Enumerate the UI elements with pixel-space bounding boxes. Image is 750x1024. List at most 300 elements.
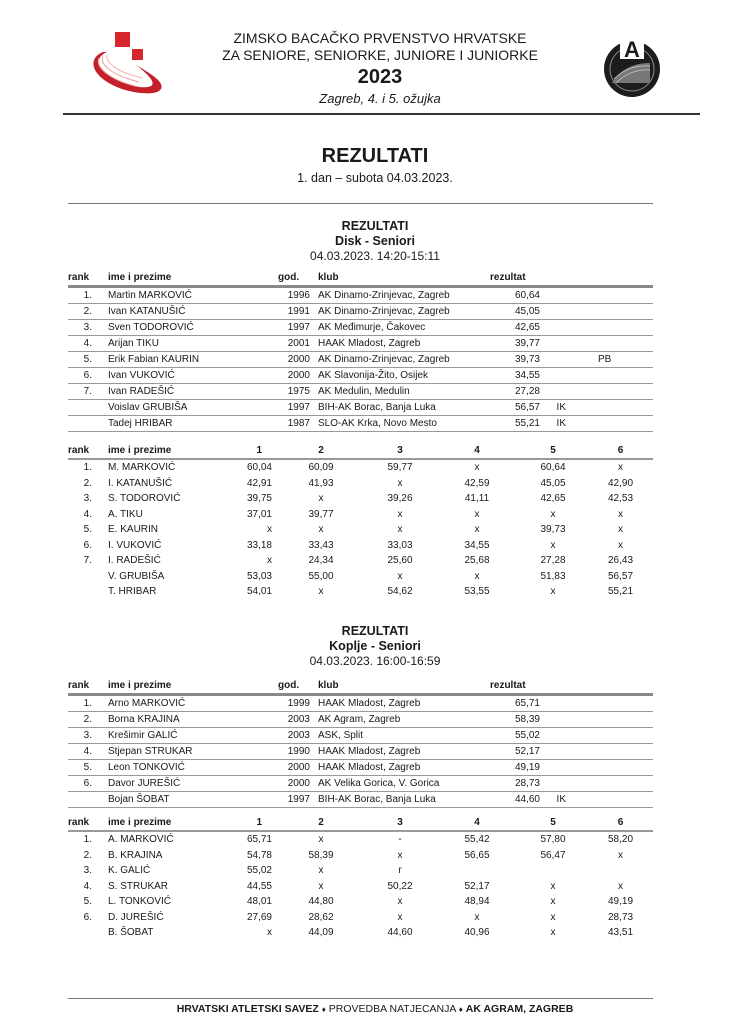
page-subtitle: 1. dan – subota 04.03.2023. <box>297 171 453 185</box>
athlete-name: Tadej HRIBAR <box>98 416 278 432</box>
athlete-name: K. GALIĆ <box>108 865 151 877</box>
birth-year: 2003 <box>278 712 310 728</box>
club-name: AK Slavonija-Žito, Osijek <box>310 368 490 384</box>
attempt-1-mark: 37,01 <box>246 508 272 520</box>
attempt-2-mark: x <box>318 865 324 877</box>
result-rank: 2. <box>68 304 98 320</box>
note-pb <box>580 320 653 336</box>
col-rank: rank <box>68 270 98 287</box>
attempts-row <box>68 584 653 600</box>
footer-organizer-label: PROVEDBA NATJECANJA <box>328 1003 456 1015</box>
note-pb <box>580 792 653 808</box>
result-mark: 52,17 <box>490 744 540 760</box>
athlete-name: Ivan VUKOVIĆ <box>98 368 278 384</box>
note-pb <box>580 695 653 712</box>
athlete-name: S. TODOROVIĆ <box>108 493 181 505</box>
attempt-rank <box>68 569 98 585</box>
result-row <box>68 416 653 432</box>
attempt-rank: 5. <box>83 896 92 908</box>
birth-year: 2001 <box>278 336 310 352</box>
note-pb <box>580 287 653 304</box>
attempt-4-mark: 55,42 <box>464 834 490 846</box>
athlete-name: B. ŠOBAT <box>108 927 154 939</box>
attempt-3-mark: x <box>397 896 403 908</box>
note-ik <box>540 384 580 400</box>
attempt-5-mark: x <box>550 586 556 598</box>
col-name: ime i prezime <box>98 815 208 831</box>
result-row <box>68 760 653 776</box>
event-discipline: Koplje - Seniori <box>329 639 421 653</box>
birth-year: 2000 <box>278 760 310 776</box>
attempt-rank: 4. <box>83 880 92 892</box>
attempts-row <box>68 925 653 941</box>
result-row <box>68 320 653 336</box>
col-attempt-1: 1 <box>208 815 278 831</box>
footer-federation: HRVATSKI ATLETSKI SAVEZ <box>176 1003 319 1015</box>
attempt-2-mark: 44,09 <box>308 927 334 939</box>
attempt-4-mark: 41,11 <box>464 493 490 505</box>
attempts-table-koplje <box>68 815 653 941</box>
attempt-1-mark: 48,01 <box>246 896 272 908</box>
athlete-name: I. VUKOVIĆ <box>108 539 162 551</box>
result-rank: 1. <box>68 695 98 712</box>
birth-year: 1975 <box>278 384 310 400</box>
athlete-name: I. RADEŠIĆ <box>108 555 161 567</box>
athlete-name: L. TONKOVIĆ <box>108 896 171 908</box>
birth-year: 1997 <box>278 320 310 336</box>
attempt-5-mark: 57,80 <box>540 834 566 846</box>
attempt-6-mark: x <box>618 508 623 520</box>
event-discipline: Disk - Seniori <box>335 234 415 248</box>
has-logo <box>85 28 180 98</box>
attempts-row <box>68 522 653 538</box>
col-attempt-5: 5 <box>518 815 588 831</box>
note-ik <box>540 320 580 336</box>
athlete-name: Arno MARKOVIĆ <box>98 695 278 712</box>
footer <box>0 1003 750 1015</box>
attempt-1-mark: x <box>267 524 272 536</box>
attempts-table-disk <box>68 443 653 600</box>
result-rank: 3. <box>68 320 98 336</box>
result-rank: 3. <box>68 728 98 744</box>
attempt-3-mark: x <box>397 849 403 861</box>
attempt-rank: 4. <box>83 508 92 520</box>
attempt-2-mark: x <box>318 880 324 892</box>
col-attempt-3: 3 <box>364 815 436 831</box>
attempt-3-mark: r <box>398 865 402 877</box>
athlete-name: Sven TODOROVIĆ <box>98 320 278 336</box>
attempt-5-mark: 39,73 <box>540 524 566 536</box>
col-rank: rank <box>68 678 98 695</box>
result-row <box>68 744 653 760</box>
attempt-4-mark: x <box>474 570 480 582</box>
attempt-1-mark: 44,55 <box>246 880 272 892</box>
note-ik <box>540 287 580 304</box>
result-mark: 42,65 <box>490 320 540 336</box>
col-attempt-6: 6 <box>588 443 653 459</box>
event-title-line2: ZA SENIORE, SENIORKE, JUNIORE I JUNIORKE <box>222 47 538 63</box>
attempt-3-mark: 39,26 <box>387 493 413 505</box>
attempts-row <box>68 569 653 585</box>
col-attempt-4: 4 <box>436 815 518 831</box>
col-attempt-6: 6 <box>588 815 653 831</box>
attempt-3-mark: x <box>397 508 403 520</box>
result-mark: 45,05 <box>490 304 540 320</box>
attempt-rank: 2. <box>83 849 92 861</box>
result-rank: 1. <box>68 287 98 304</box>
birth-year: 2000 <box>278 776 310 792</box>
athlete-name: T. HRIBAR <box>108 586 157 598</box>
attempt-4-mark: x <box>474 462 480 474</box>
attempt-3-mark: x <box>397 524 403 536</box>
attempt-2-mark: 24,34 <box>308 555 334 567</box>
result-row <box>68 695 653 712</box>
attempt-2-mark: x <box>318 524 324 536</box>
attempt-5-mark: x <box>550 896 556 908</box>
attempt-2-mark: 55,00 <box>308 570 334 582</box>
attempt-5-mark: 27,28 <box>540 555 566 567</box>
diamond-icon: ♦ <box>321 1005 326 1014</box>
birth-year: 1999 <box>278 695 310 712</box>
result-row <box>68 384 653 400</box>
attempts-row <box>68 848 653 864</box>
attempt-6-mark: x <box>618 462 623 474</box>
result-rank: 6. <box>68 368 98 384</box>
attempt-6-mark: 42,90 <box>607 477 634 489</box>
attempt-5-mark: 45,05 <box>540 477 566 489</box>
result-mark: 60,64 <box>490 287 540 304</box>
attempts-row <box>68 831 653 848</box>
attempt-rank: 1. <box>83 834 92 846</box>
note-pb <box>580 760 653 776</box>
club-name: AK Velika Gorica, V. Gorica <box>310 776 490 792</box>
birth-year: 1991 <box>278 304 310 320</box>
col-year: god. <box>278 270 310 287</box>
attempt-5-mark: x <box>550 927 556 939</box>
note-pb <box>580 336 653 352</box>
attempt-rank: 5. <box>83 524 92 536</box>
attempt-2-mark: 39,77 <box>308 508 334 520</box>
attempt-3-mark: 54,62 <box>387 586 413 598</box>
attempt-5-mark: 60,64 <box>540 462 566 474</box>
athlete-name: Davor JUREŠIĆ <box>98 776 278 792</box>
attempt-2-mark: x <box>318 834 324 846</box>
attempt-4-mark: 25,68 <box>464 555 490 567</box>
attempt-1-mark: 53,03 <box>246 570 272 582</box>
result-mark: 39,73 <box>490 352 540 368</box>
result-row <box>68 304 653 320</box>
col-attempt-3: 3 <box>364 443 436 459</box>
attempt-1-mark: 60,04 <box>246 462 272 474</box>
athlete-name: Ivan RADEŠIĆ <box>98 384 278 400</box>
attempt-rank: 6. <box>83 539 92 551</box>
athlete-name: S. STRUKAR <box>108 880 169 892</box>
note-ik <box>540 368 580 384</box>
ak-agram-logo <box>600 35 664 99</box>
attempt-2-mark: x <box>318 586 324 598</box>
attempt-1-mark: 55,02 <box>246 865 272 877</box>
attempts-row <box>68 879 653 895</box>
result-rank: 4. <box>68 336 98 352</box>
event-datetime: 04.03.2023. 14:20-15:11 <box>310 249 440 263</box>
attempt-6-mark: 49,19 <box>607 896 634 908</box>
attempts-row <box>68 553 653 569</box>
result-mark: 58,39 <box>490 712 540 728</box>
note-pb <box>580 728 653 744</box>
results-table-koplje <box>68 678 653 808</box>
athlete-name: Leon TONKOVIĆ <box>98 760 278 776</box>
event-heading: REZULTATI <box>341 624 409 638</box>
note-ik <box>540 728 580 744</box>
attempt-rank: 3. <box>83 865 92 877</box>
event-heading: REZULTATI <box>341 219 409 233</box>
club-name: HAAK Mladost, Zagreb <box>310 744 490 760</box>
col-result: rezultat <box>490 270 540 287</box>
attempt-3-mark: x <box>397 570 403 582</box>
athlete-name: E. KAURIN <box>108 524 159 536</box>
attempt-2-mark: 44,80 <box>308 896 334 908</box>
result-mark: 49,19 <box>490 760 540 776</box>
athlete-name: Erik Fabian KAURIN <box>98 352 278 368</box>
result-mark: 55,02 <box>490 728 540 744</box>
attempts-row <box>68 459 653 476</box>
note-ik <box>540 776 580 792</box>
club-name: BIH-AK Borac, Banja Luka <box>310 400 490 416</box>
attempt-5-mark: 42,65 <box>540 493 566 505</box>
attempt-1-mark: x <box>267 555 272 567</box>
attempt-2-mark: 33,43 <box>308 539 334 551</box>
note-ik <box>540 304 580 320</box>
attempt-3-mark: 59,77 <box>387 462 413 474</box>
attempt-6-mark: 58,20 <box>607 834 634 846</box>
attempt-2-mark: 41,93 <box>308 477 334 489</box>
attempt-5-mark: x <box>550 911 556 923</box>
attempts-row <box>68 476 653 492</box>
attempts-row <box>68 910 653 926</box>
event-title-line1: ZIMSKO BACAČKO PRVENSTVO HRVATSKE <box>233 30 527 46</box>
attempt-rank: 7. <box>83 555 92 567</box>
result-rank <box>68 400 98 416</box>
attempt-3-mark: 25,60 <box>387 555 413 567</box>
attempt-2-mark: 58,39 <box>308 849 334 861</box>
club-name: AK Dinamo-Zrinjevac, Zagreb <box>310 304 490 320</box>
result-row <box>68 352 653 368</box>
athlete-name: A. MARKOVIĆ <box>108 834 174 846</box>
note-pb <box>580 744 653 760</box>
attempt-4-mark: 56,65 <box>464 849 490 861</box>
club-name: HAAK Mladost, Zagreb <box>310 695 490 712</box>
attempt-4-mark: 42,59 <box>464 477 490 489</box>
club-name: HAAK Mladost, Zagreb <box>310 760 490 776</box>
attempt-6-mark: 28,73 <box>607 911 634 923</box>
club-name: AK Agram, Zagreb <box>310 712 490 728</box>
result-mark: 27,28 <box>490 384 540 400</box>
note-pb <box>580 384 653 400</box>
attempt-6-mark: x <box>618 539 623 551</box>
event-datetime: 04.03.2023. 16:00-16:59 <box>309 654 441 668</box>
attempt-1-mark: 54,78 <box>246 849 272 861</box>
club-name: AK Međimurje, Čakovec <box>310 320 490 336</box>
athlete-name: B. KRAJINA <box>108 849 163 861</box>
birth-year: 2000 <box>278 352 310 368</box>
note-pb <box>580 416 653 432</box>
attempt-6-mark: 26,43 <box>607 555 634 567</box>
result-rank: 7. <box>68 384 98 400</box>
result-rank: 2. <box>68 712 98 728</box>
col-year: god. <box>278 678 310 695</box>
attempt-2-mark: x <box>318 493 324 505</box>
attempt-1-mark: 39,75 <box>246 493 272 505</box>
birth-year: 1997 <box>278 792 310 808</box>
attempts-row <box>68 538 653 554</box>
col-name: ime i prezime <box>98 443 208 459</box>
note-pb <box>580 304 653 320</box>
attempt-1-mark: 65,71 <box>246 834 272 846</box>
attempt-6-mark: 42,53 <box>607 493 634 505</box>
note-pb <box>580 776 653 792</box>
birth-year: 1990 <box>278 744 310 760</box>
birth-year: 2003 <box>278 728 310 744</box>
note-ik: IK <box>540 416 580 432</box>
attempt-3-mark: 44,60 <box>387 927 413 939</box>
note-ik: IK <box>540 400 580 416</box>
attempt-2-mark: 60,09 <box>308 462 334 474</box>
attempt-rank: 3. <box>83 493 92 505</box>
note-ik <box>540 352 580 368</box>
result-row <box>68 400 653 416</box>
club-name: BIH-AK Borac, Banja Luka <box>310 792 490 808</box>
athlete-name: M. MARKOVIĆ <box>108 462 176 474</box>
attempt-3-mark: 50,22 <box>387 880 413 892</box>
attempt-1-mark: 42,91 <box>246 477 272 489</box>
athlete-name: Ivan KATANUŠIĆ <box>98 304 278 320</box>
col-attempt-4: 4 <box>436 443 518 459</box>
results-header-row <box>68 270 653 287</box>
col-attempt-2: 2 <box>278 443 364 459</box>
note-ik <box>540 744 580 760</box>
note-ik: IK <box>540 792 580 808</box>
event-place-date: Zagreb, 4. i 5. ožujka <box>319 91 441 106</box>
athlete-name: I. KATANUŠIĆ <box>108 477 173 489</box>
col-rank: rank <box>68 815 98 831</box>
note-ik <box>540 336 580 352</box>
result-row <box>68 712 653 728</box>
club-name: HAAK Mladost, Zagreb <box>310 336 490 352</box>
result-rank: 4. <box>68 744 98 760</box>
ak-agram-logo-letter: A <box>624 37 640 62</box>
note-pb <box>580 712 653 728</box>
result-rank <box>68 792 98 808</box>
club-name: AK Dinamo-Zrinjevac, Zagreb <box>310 352 490 368</box>
col-name: ime i prezime <box>98 678 278 695</box>
attempts-row <box>68 863 653 879</box>
result-rank: 5. <box>68 760 98 776</box>
col-rank: rank <box>68 443 98 459</box>
athlete-name: Voislav GRUBIŠA <box>98 400 278 416</box>
page-title: REZULTATI <box>321 145 429 167</box>
birth-year: 1996 <box>278 287 310 304</box>
attempt-3-mark: x <box>397 911 403 923</box>
club-name: AK Dinamo-Zrinjevac, Zagreb <box>310 287 490 304</box>
note-ik <box>540 695 580 712</box>
athlete-name: Stjepan STRUKAR <box>98 744 278 760</box>
result-row <box>68 336 653 352</box>
athlete-name: Bojan ŠOBAT <box>98 792 278 808</box>
attempt-4-mark: x <box>474 524 480 536</box>
attempt-1-mark: 33,18 <box>246 539 272 551</box>
attempt-4-mark: 34,55 <box>464 539 490 551</box>
result-row <box>68 368 653 384</box>
club-name: ASK, Split <box>310 728 490 744</box>
attempt-5-mark: 56,47 <box>540 849 566 861</box>
result-row <box>68 776 653 792</box>
result-mark: 28,73 <box>490 776 540 792</box>
result-mark: 34,55 <box>490 368 540 384</box>
attempt-rank: 2. <box>83 477 92 489</box>
attempt-rank: 6. <box>83 911 92 923</box>
attempt-4-mark: 48,94 <box>464 896 490 908</box>
col-attempt-2: 2 <box>278 815 364 831</box>
note-ik <box>540 712 580 728</box>
col-name: ime i prezime <box>98 270 278 287</box>
col-club: klub <box>310 678 490 695</box>
section-divider <box>68 203 653 204</box>
birth-year: 1987 <box>278 416 310 432</box>
results-header-row <box>68 678 653 695</box>
attempt-6-mark: x <box>618 849 623 861</box>
athlete-name: Martin MARKOVIĆ <box>98 287 278 304</box>
result-mark: 65,71 <box>490 695 540 712</box>
diamond-icon: ♦ <box>458 1005 463 1014</box>
birth-year: 2000 <box>278 368 310 384</box>
attempts-row <box>68 894 653 910</box>
note-pb <box>580 400 653 416</box>
attempt-2-mark: 28,62 <box>308 911 334 923</box>
attempt-1-mark: 27,69 <box>246 911 272 923</box>
attempt-5-mark: x <box>550 880 556 892</box>
result-mark: 56,57 <box>490 400 540 416</box>
attempt-rank <box>68 925 98 941</box>
attempt-1-mark: 54,01 <box>246 586 272 598</box>
result-row <box>68 287 653 304</box>
attempt-rank: 1. <box>83 462 92 474</box>
attempt-4-mark: 53,55 <box>464 586 490 598</box>
attempt-4-mark <box>436 863 518 879</box>
attempts-header-row <box>68 815 653 831</box>
note-pb: PB <box>580 352 653 368</box>
result-rank: 6. <box>68 776 98 792</box>
col-club: klub <box>310 270 490 287</box>
result-mark: 44,60 <box>490 792 540 808</box>
attempt-6-mark: 55,21 <box>607 586 634 598</box>
attempt-5-mark <box>518 863 588 879</box>
result-rank <box>68 416 98 432</box>
attempt-5-mark: 51,83 <box>540 570 566 582</box>
athlete-name: Borna KRAJINA <box>98 712 278 728</box>
note-ik <box>540 760 580 776</box>
club-name: SLO-AK Krka, Novo Mesto <box>310 416 490 432</box>
attempt-rank <box>68 584 98 600</box>
attempt-5-mark: x <box>550 508 556 520</box>
attempt-6-mark: x <box>618 524 623 536</box>
result-mark: 39,77 <box>490 336 540 352</box>
athlete-name: Krešimir GALIĆ <box>98 728 278 744</box>
attempt-3-mark: - <box>398 834 402 846</box>
result-mark: 55,21 <box>490 416 540 432</box>
attempt-4-mark: x <box>474 508 480 520</box>
col-attempt-1: 1 <box>208 443 278 459</box>
athlete-name: A. TIKU <box>108 508 143 520</box>
